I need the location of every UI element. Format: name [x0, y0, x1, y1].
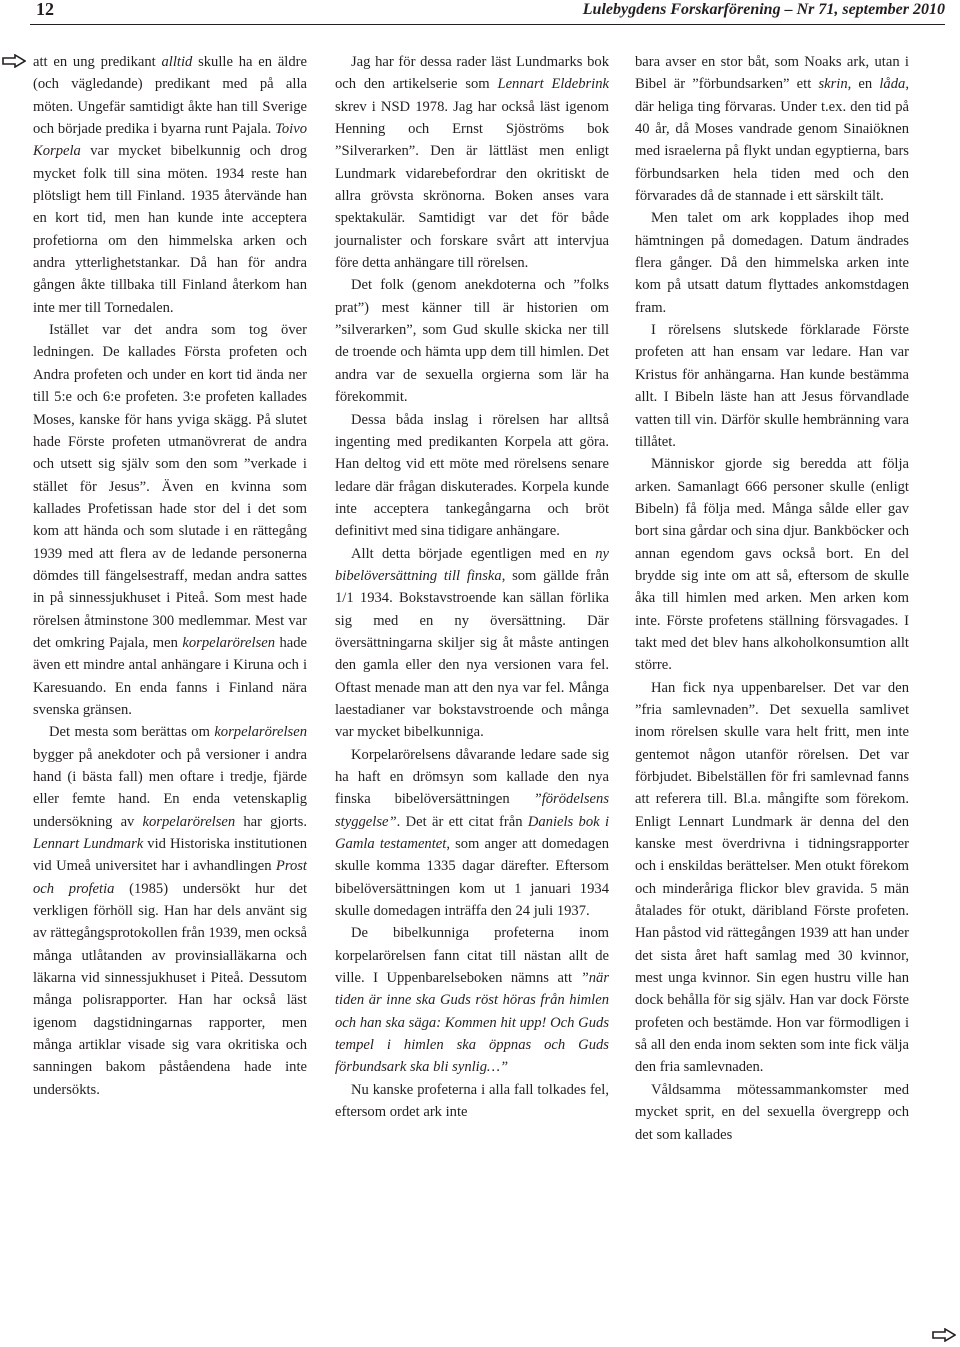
- paragraph: Det folk (genom anekdoterna och ”folks prat”) mest känner till är historien om ”silverarken”, som Gud skulle skicka ner till de troende och hämta upp dem till himlen. Det andra var de sexuella orgierna som lär ha förekommit.: [335, 277, 609, 406]
- paragraph: Istället var det andra som tog över ledningen. De kallades Första profeten och Andra profeten och under en kort tid ända ner till 5:e och 6:e profeten. 3:e profeten kallades Moses, kanske för hans yviga skägg. På slutet hade Förste profeten utmanövrerat de andra och utsett sig själv som den som ”verkade i stället för Jesus”. Även en kvinna som kallades Profetissan hade stor del i det som kom att hända och som slutade i en rättegång 1939 med att flera av de ledande personerna dömdes till fängelsestraff, medan andra sattes in på sinnessjukhuset i Piteå. Som mest hade rörelsen åtminstone 300 medlemmar. Mest var det omkring Pajala, men korpelarörelsen hade även ett mindre antal anhängare i Kiruna och i Karesuando. En enda fanns i Finland nära svenska gränsen.: [33, 322, 308, 718]
- arrow-right-icon: [2, 54, 26, 68]
- page-number: 12: [36, 0, 54, 19]
- text-column-3: [635, 51, 909, 1146]
- paragraph: Dessa båda inslag i rörelsen har alltså ingenting med predikanten Korpela att göra. Han deltog vid ett möte med rörelsens senare ledare där frågan diskuterades. Korpela kunde inte acceptera tankegångarna och bröt definitivt med sina tidigare anhängare.: [335, 411, 609, 540]
- paragraph: Men talet om ark kopplades ihop med hämtningen på domedagen. Datum ändrades flera gånger. Då den himmelska arken inte kom på utsatt datum flyttades ankomstdagen fram.: [635, 210, 909, 316]
- paragraph: I rörelsens slutskede förklarade Förste profeten att han ensam var ledare. Han var Kristus för anhängarna. Han kunde bestämma allt. I Bibeln läste han att Jesus förvandlade vatten till vin. Därför skulle hembränning vara tillåtet.: [635, 322, 909, 450]
- arrow-right-icon: [932, 1328, 956, 1342]
- paragraph: Han fick nya uppenbarelser. Det var den ”fria samlevnaden”. Det sexuella samlivet inom rörelsen skulle vara helt fritt, men inte gentemot någon utanför rörelsen. Det var förbjudet. Bibelställen för fri samlevnad fanns att referera till. Bl.a. mångifte som förekom. Enligt Lennart Lundmark är denna del den kanske mest överdrivna i tidningsrapporter och i enskildas berättelser. Men otukt förekom och minderåriga flickor blev gravida. 5 män åtalades för otukt, däribland Förste profeten. Han påstod vid rättegången 1939 att han under det sista året haft samlag med 30 kvinnor, mest unga kvinnor. Sin egen hustru ville han dock behålla för sig själv. Han var dock Förste profeten och bestämde. Hon var förmodligen i så all den enda inom sekten som inte fick välja den fria samlevnaden.: [635, 679, 909, 1076]
- paragraph: Nu kanske profeterna i alla fall tolkades fel, eftersom ordet ark inte: [335, 1081, 609, 1121]
- paragraph: Människor gjorde sig beredda att följa arken. Samanlagt 666 personer skulle (enligt Bibeln) få följa med. Många sålde eller gav bort sina gårdar och sina djur. Bankböcker och annan egendom gavs också bort. En del brydde sig inte om att så, eftersom de skulle åka till himlen med arken. Men arken kom inte. Förste profetens ställning försvagades. I takt med det blev hans alkoholkonsumtion allt större.: [635, 456, 909, 674]
- paragraph: Det mesta som berättas om korpelarörelsen bygger på anekdoter och på versioner i andra hand (i bästa fall) men oftare i tredje, fjärde eller femte hand. En enda vetenskaplig undersökning av korpelarörelsen har gjorts. Lennart Lundmark vid Historiska institutionen vid Umeå universitet har i avhandlingen Prost och profetia (1985) undersökt hur det verkligen förhöll sig. Han har dels använt sig av rättegångsprotokollen från 1939, men också många utlåtanden av provinsialläkarna och läkarna vid sinnessjukhuset i Piteå. Dessutom många polisrapporter. Han har också läst igenom dagstidningarnas rapporter, men många artiklar visade sig vara okritiska och sanningen bakom påståendena hade inte undersökts.: [33, 724, 308, 1098]
- paragraph: Våldsamma mötessammankomster med mycket sprit, en del sexuella övergrepp och det som kallades: [635, 1081, 909, 1143]
- text-column-2: [335, 51, 609, 1124]
- paragraph: Allt detta började egentligen med en ny bibelöversättning till finska, som gällde från 1/1 1934. Bokstavstroende kan sällan förlika sig med en ny översättning. Där översättningarna skiljer sig åt måste antingen den gamla eller den nya versionen vara fel. Oftast menade man att den nya var fel. Många laestadianer var bokstavstroende och många var mycket bibelkunniga.: [335, 545, 609, 741]
- running-title: Lulebygdens Forskarförening – Nr 71, september 2010: [582, 1, 945, 18]
- text-column-1: [33, 51, 307, 1101]
- paragraph: Jag har för dessa rader läst Lundmarks bok och den artikelserie som Lennart Eldebrink skrev i NSD 1978. Jag har också läst igenom Henning och Ernst Sjöströms bok ”Silverarken”. Den är lättläst men enligt Lundmark vidarebefordrar den okritiskt de allra grövsta skrönorna. Boken anses vara spektakulär. Samtidigt var det för både journalister och forskare svårt att intervjua före detta anhängare till rörelsen.: [335, 54, 610, 272]
- paragraph: bara avser en stor båt, som Noaks ark, utan i Bibel är ”förbundsarken” ett skrin, en låda, där heliga ting förvaras. Under t.ex. den tid på 40 år, då Moses vandrade genom Sinaiöknen med israelerna på flykt undan egyptierna, bars förbundsarken hela tiden med och den förvarades då de stannade i ett särskilt tält.: [635, 54, 909, 205]
- paragraph: att en ung predikant alltid skulle ha en äldre (och vägledande) predikant med på alla möten. Ungefär samtidigt åkte han till Sverige och började predika i byarna runt Pajala. Toivo Korpela var mycket bibelkunnig och drog mycket folk till sina möten. 1934 reste han plötsligt hem till Finland. 1935 återvände han en kort tid, men han kunde inte acceptera profetiorna om den himmelska arken och andra ytterlighetstankar. Då han för andra gången åkte tillbaka till Finland återkom han inte mer till Tornedalen.: [33, 54, 307, 316]
- paragraph: Korpelarörelsens dåvarande ledare sade sig ha haft en drömsyn som kallade den nya finska bibelöversättningen ”förödelsens styggelse”. Det är ett citat från Daniels bok i Gamla testamentet, som anger att domedagen skulle komma 1335 dagar därefter. Eftersom bibelöversättningen kom ut 1 januari 1934 skulle domedagen inträffa den 24 juli 1937.: [335, 746, 609, 920]
- paragraph: De bibelkunniga profeterna inom korpelarörelsen fann citat till nästan allt de ville. I Uppenbarelseboken nämns att ”när tiden är inne ska Guds röst höras från himlen och han ska säga: Kommen hit upp! Och Guds tempel i himlen ska öppnas och Guds förbundsark ska bli synlig…”: [335, 925, 609, 1076]
- page-header: [30, 0, 945, 25]
